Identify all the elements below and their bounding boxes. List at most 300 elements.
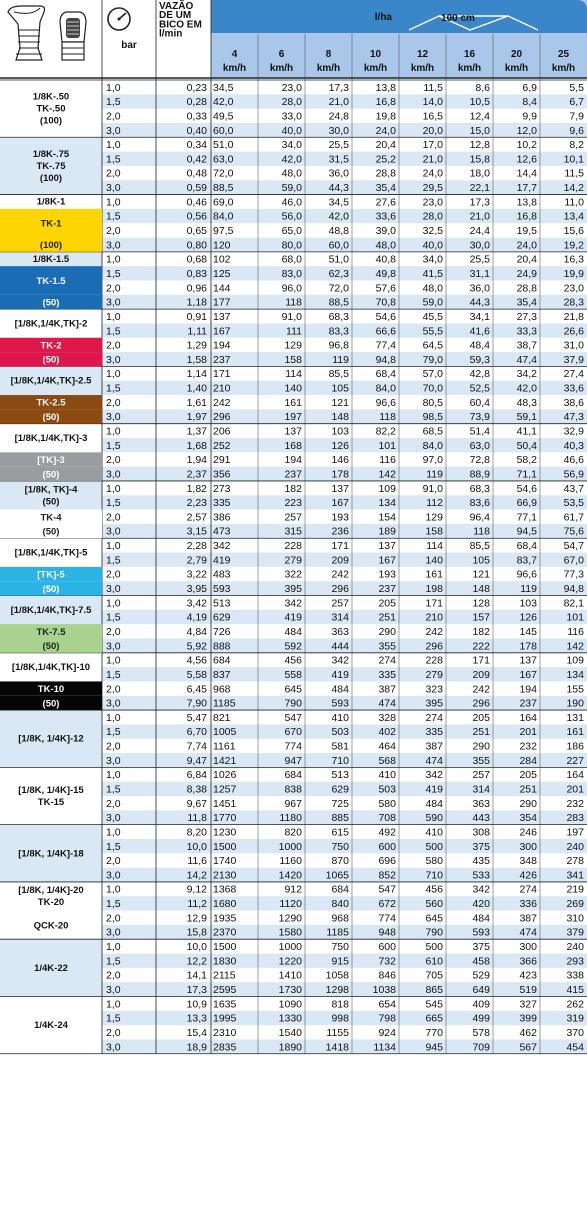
- application-rate-value: 547: [284, 711, 302, 724]
- application-rate-value: 296: [213, 411, 231, 424]
- nozzle-model-label: (50): [42, 641, 60, 653]
- application-rate-value: 77,1: [516, 511, 537, 524]
- application-rate-value: 415: [566, 983, 584, 996]
- pressure-value: 1,5: [106, 898, 121, 911]
- pressure-value: 1,5: [106, 611, 121, 624]
- application-rate-value: 137: [331, 482, 349, 495]
- application-rate-value: 109: [566, 654, 584, 667]
- application-rate-value: 8,6: [475, 81, 490, 94]
- application-rate-value: 279: [425, 668, 443, 681]
- application-rate-value: 257: [284, 511, 302, 524]
- application-rate-value: 600: [378, 840, 396, 853]
- application-rate-value: 97,5: [213, 225, 234, 238]
- pressure-value: 1,5: [106, 726, 121, 739]
- application-rate-value: 283: [566, 812, 584, 825]
- application-rate-value: 290: [472, 740, 490, 753]
- application-rate-value: 47,3: [563, 411, 584, 424]
- application-rate-value: 474: [378, 697, 396, 710]
- nozzle-model-label: (100): [39, 115, 63, 127]
- application-rate-value: 116: [567, 625, 584, 638]
- application-rate-value: 16,8: [516, 210, 537, 223]
- application-rate-value: 649: [472, 983, 490, 996]
- application-rate-value: 51,0: [213, 139, 234, 152]
- speed-value: 16: [463, 49, 476, 60]
- application-rate-value: 342: [284, 597, 302, 610]
- application-rate-value: 1134: [373, 1041, 396, 1054]
- application-rate-value: 419: [425, 783, 443, 796]
- application-rate-value: 395: [425, 697, 443, 710]
- application-rate-value: 696: [378, 855, 396, 868]
- nozzle-model-label: [1/8K, 1/4K]-12: [18, 733, 84, 745]
- application-rate-value: 70,0: [422, 382, 443, 395]
- application-rate-value: 1038: [372, 983, 396, 996]
- pressure-value: 2,0: [106, 282, 121, 295]
- application-rate-value: 237: [213, 353, 231, 366]
- application-rate-value: 52,5: [469, 382, 490, 395]
- pressure-value: 1,5: [106, 554, 121, 567]
- application-rate-value: 167: [519, 668, 537, 681]
- nozzle-model-label: TK-20: [37, 897, 65, 909]
- application-rate-value: 68,3: [469, 482, 490, 495]
- application-rate-value: 36,0: [328, 167, 349, 180]
- application-rate-value: 119: [332, 353, 349, 366]
- pressure-value: 2,0: [106, 225, 121, 238]
- application-rate-value: 164: [519, 711, 537, 724]
- application-rate-value: 27,3: [516, 310, 537, 323]
- application-rate-value: 158: [425, 525, 443, 538]
- nozzle-model-label: [1/8K,1/4K,TK]-2: [14, 318, 88, 330]
- application-rate-value: 121: [331, 396, 349, 409]
- application-rate-value: 182: [472, 625, 490, 638]
- application-rate-value: 237: [378, 583, 396, 596]
- flow-value: 5,47: [186, 711, 207, 724]
- pressure-value: 1,5: [106, 1012, 121, 1025]
- nozzle-model-label: (50): [42, 297, 60, 309]
- application-rate-value: 129: [284, 339, 302, 352]
- application-rate-value: 366: [519, 955, 537, 968]
- application-rate-value: 308: [472, 826, 490, 839]
- application-rate-value: 27,6: [375, 196, 396, 209]
- application-rate-value: 820: [284, 826, 302, 839]
- pressure-value: 2,0: [106, 339, 121, 352]
- application-rate-value: 40,8: [375, 253, 396, 266]
- application-rate-value: 48,0: [281, 167, 302, 180]
- application-rate-value: 21,8: [563, 310, 584, 323]
- application-rate-value: 410: [378, 769, 396, 782]
- application-rate-value: 82,2: [375, 425, 396, 438]
- application-rate-value: 24,0: [375, 124, 396, 137]
- application-rate-value: 178: [519, 640, 537, 653]
- application-rate-value: 31,0: [563, 339, 584, 352]
- flow-value: 1,94: [186, 454, 207, 467]
- application-rate-value: 9,9: [522, 110, 537, 123]
- application-rate-value: 322: [284, 568, 302, 581]
- pressure-value: 1,5: [106, 439, 121, 452]
- application-rate-value: 34,0: [281, 139, 302, 152]
- application-rate-value: 12,6: [516, 153, 537, 166]
- flow-value: 1,58: [186, 353, 207, 366]
- application-rate-value: 194: [519, 683, 537, 696]
- application-rate-value: 26,6: [563, 325, 584, 338]
- pressure-value: 3,0: [106, 411, 121, 424]
- application-rate-value: 6,9: [522, 81, 537, 94]
- application-rate-value: 83,3: [328, 325, 349, 338]
- application-rate-value: 114: [285, 368, 302, 381]
- application-rate-value: 645: [425, 912, 443, 925]
- application-rate-value: 125: [213, 267, 231, 280]
- application-rate-value: 205: [519, 769, 537, 782]
- application-rate-value: 171: [472, 654, 490, 667]
- pressure-value: 3,0: [106, 640, 121, 653]
- flow-value: 15,4: [186, 1026, 207, 1039]
- application-rate-value: 42,8: [469, 368, 490, 381]
- pressure-value: 2,0: [106, 912, 121, 925]
- application-rate-value: 42,0: [328, 210, 349, 223]
- application-rate-value: 54,7: [563, 540, 584, 553]
- application-rate-value: 105: [331, 382, 349, 395]
- application-rate-value: 48,0: [375, 239, 396, 252]
- nozzle-tip-icon: [8, 6, 45, 60]
- flow-value: 17,3: [186, 983, 207, 996]
- application-rate-value: 1065: [325, 869, 349, 882]
- application-rate-value: 435: [472, 855, 490, 868]
- application-rate-value: 17,3: [328, 81, 349, 94]
- application-rate-value: 19,2: [563, 239, 584, 252]
- pressure-value: 3,0: [106, 983, 121, 996]
- application-rate-value: 1890: [278, 1041, 302, 1054]
- application-rate-value: 14,4: [516, 167, 537, 180]
- application-rate-value: 1000: [278, 941, 302, 954]
- application-rate-value: 48,3: [516, 396, 537, 409]
- application-rate-value: 79,0: [422, 353, 443, 366]
- application-rate-value: 672: [378, 898, 396, 911]
- application-rate-value: 53,5: [563, 497, 584, 510]
- flow-value: 10,0: [186, 941, 207, 954]
- application-rate-value: 48,0: [422, 282, 443, 295]
- flow-value: 3,95: [186, 583, 207, 596]
- application-rate-value: 121: [472, 568, 490, 581]
- application-rate-value: 251: [472, 726, 490, 739]
- application-rate-value: 23,0: [422, 196, 443, 209]
- application-rate-value: 63,0: [213, 153, 234, 166]
- application-rate-value: 25,5: [328, 139, 349, 152]
- application-rate-value: 2130: [213, 869, 237, 882]
- nozzle-model-label: TK-15: [37, 797, 65, 808]
- application-rate-value: 578: [472, 1026, 490, 1039]
- application-rate-value: 194: [284, 454, 302, 467]
- application-rate-value: 68,0: [281, 253, 302, 266]
- application-rate-value: 1230: [213, 826, 237, 839]
- application-rate-value: 274: [378, 654, 396, 667]
- application-rate-value: 28,3: [563, 296, 584, 309]
- application-rate-value: 68,4: [375, 368, 396, 381]
- pressure-value: 1,5: [106, 325, 121, 338]
- application-rate-value: 161: [566, 726, 584, 739]
- application-rate-value: 580: [425, 855, 443, 868]
- application-rate-value: 45,5: [422, 310, 443, 323]
- application-rate-value: 94,5: [516, 525, 537, 538]
- pressure-value: 3,0: [106, 869, 121, 882]
- nozzle-model-label: (50): [42, 354, 60, 366]
- flow-value: 0,68: [186, 253, 207, 266]
- application-rate-value: 419: [213, 554, 231, 567]
- application-rate-value: 386: [213, 511, 231, 524]
- application-rate-value: 167: [331, 497, 349, 510]
- application-rate-value: 126: [331, 439, 349, 452]
- application-rate-value: 852: [378, 869, 396, 882]
- application-rate-value: 142: [566, 640, 584, 653]
- application-rate-value: 375: [472, 840, 490, 853]
- application-rate-value: 1420: [278, 869, 302, 882]
- application-rate-value: 1180: [279, 812, 302, 825]
- application-rate-value: 341: [566, 869, 584, 882]
- application-rate-value: 55,5: [422, 325, 443, 338]
- pressure-value: 1,0: [106, 253, 121, 266]
- nozzle-model-label: TK-1.5: [36, 275, 66, 287]
- application-rate-value: 338: [566, 969, 584, 982]
- application-rate-value: 11,5: [423, 81, 443, 94]
- application-rate-value: 94,8: [563, 583, 584, 596]
- application-rate-value: 103: [519, 597, 537, 610]
- application-rate-value: 161: [284, 396, 302, 409]
- application-rate-value: 33,3: [516, 325, 537, 338]
- application-rate-value: 1418: [325, 1041, 349, 1054]
- application-rate-value: 252: [213, 439, 231, 452]
- pressure-value: 1,0: [106, 482, 121, 495]
- application-rate-value: 547: [378, 883, 396, 896]
- area-header-bg: [211, 0, 587, 33]
- application-rate-value: 335: [213, 497, 231, 510]
- nozzle-model-label: TK-1: [40, 218, 62, 230]
- nozzle-model-label: TK-.50: [36, 103, 66, 115]
- application-rate-value: 402: [378, 726, 396, 739]
- flow-value: 7,74: [186, 740, 207, 753]
- application-rate-value: 296: [331, 583, 349, 596]
- application-rate-value: 593: [472, 926, 490, 939]
- application-rate-value: 28,8: [375, 167, 396, 180]
- application-rate-value: 35,4: [516, 296, 537, 309]
- application-rate-value: 8,4: [522, 96, 537, 109]
- flow-value: 7,90: [186, 697, 207, 710]
- flow-value: 0,83: [186, 267, 207, 280]
- application-rate-value: 419: [284, 611, 302, 624]
- application-rate-value: 278: [566, 855, 584, 868]
- pressure-value: 1,5: [106, 96, 121, 109]
- pressure-value: 3,0: [106, 1041, 121, 1054]
- pressure-value: 1,5: [106, 783, 121, 796]
- application-rate-value: 2370: [213, 926, 237, 939]
- pressure-value: 3,0: [106, 468, 121, 481]
- application-rate-value: 8,2: [569, 139, 584, 152]
- pressure-value: 1,0: [106, 425, 121, 438]
- flow-value: 11,8: [187, 812, 207, 825]
- application-rate-value: 1290: [278, 912, 302, 925]
- application-rate-value: 2310: [213, 1026, 237, 1039]
- flow-value: 1,14: [186, 368, 207, 381]
- pressure-value: 1,0: [106, 81, 121, 94]
- application-rate-value: 145: [519, 625, 537, 638]
- application-rate-value: 161: [425, 568, 443, 581]
- nozzle-model-label: 1/8K-1: [36, 196, 66, 208]
- application-rate-value: 592: [284, 640, 302, 653]
- speed-value: 12: [416, 49, 429, 60]
- flow-value: 1,37: [186, 425, 207, 438]
- application-rate-value: 12,8: [469, 139, 490, 152]
- application-rate-value: 49,5: [213, 110, 234, 123]
- application-rate-value: 31,1: [469, 267, 490, 280]
- application-rate-value: 28,0: [422, 210, 443, 223]
- application-rate-value: 49,8: [375, 267, 396, 280]
- pressure-value: 2,0: [106, 568, 121, 581]
- nozzle-model-label: 1/4K-24: [34, 1020, 68, 1032]
- application-rate-value: 60,4: [469, 396, 490, 409]
- pressure-value: 1,0: [106, 540, 121, 553]
- application-rate-value: 912: [284, 883, 302, 896]
- application-rate-value: 387: [378, 683, 396, 696]
- nozzle-model-label: 1/4K-22: [34, 962, 68, 974]
- application-rate-value: 2115: [213, 969, 236, 982]
- flow-header-label: l/min: [159, 28, 183, 40]
- application-rate-value: 2835: [213, 1041, 237, 1054]
- application-rate-value: 567: [519, 1041, 537, 1054]
- speed-value: 4: [231, 49, 238, 60]
- speed-unit: km/h: [504, 63, 529, 74]
- application-rate-value: 80,5: [422, 396, 443, 409]
- application-rate-value: 50,4: [516, 439, 537, 452]
- pressure-value: 3,0: [106, 926, 121, 939]
- application-rate-value: 1500: [213, 840, 237, 853]
- pressure-value: 1,5: [106, 955, 121, 968]
- application-rate-value: 319: [566, 1012, 584, 1025]
- flow-value: 1,61: [186, 396, 207, 409]
- application-rate-value: 355: [378, 640, 396, 653]
- application-rate-value: 168: [284, 439, 302, 452]
- application-rate-value: 96,8: [328, 339, 349, 352]
- application-rate-value: 38,6: [563, 396, 584, 409]
- application-rate-value: 24,0: [516, 239, 537, 252]
- application-rate-value: 1185: [213, 697, 236, 710]
- application-rate-value: 41,5: [422, 267, 443, 280]
- application-rate-value: 513: [331, 769, 349, 782]
- application-rate-value: 19,8: [375, 110, 396, 123]
- application-rate-value: 77,3: [563, 568, 584, 581]
- application-rate-value: 363: [472, 797, 490, 810]
- application-rate-value: 665: [425, 1012, 443, 1025]
- application-rate-value: 590: [425, 812, 443, 825]
- pressure-value: 1,0: [106, 196, 121, 209]
- application-rate-value: 410: [331, 711, 349, 724]
- application-rate-value: 1730: [278, 983, 302, 996]
- nozzle-model-label: [1/8K,1/4K,TK]-10: [11, 662, 91, 674]
- pressure-value: 1,5: [106, 668, 121, 681]
- nozzle-model-label: TK-.75: [36, 160, 66, 172]
- flow-value: 0,40: [186, 124, 207, 137]
- application-rate-value: 24,9: [516, 267, 537, 280]
- application-rate-value: 533: [472, 869, 490, 882]
- application-rate-value: 20,0: [422, 124, 443, 137]
- application-rate-value: 232: [519, 740, 537, 753]
- pressure-value: 2,0: [106, 396, 121, 409]
- application-rate-value: 420: [472, 898, 490, 911]
- pressure-value: 1,0: [106, 139, 121, 152]
- application-rate-value: 500: [425, 840, 443, 853]
- application-rate-value: 242: [425, 625, 443, 638]
- application-rate-value: 363: [331, 625, 349, 638]
- application-rate-value: 1830: [213, 955, 237, 968]
- application-rate-value: 48,8: [328, 225, 349, 238]
- application-rate-value: 251: [378, 611, 396, 624]
- pressure-value: 1,5: [106, 267, 121, 280]
- application-rate-value: 1160: [279, 855, 302, 868]
- application-rate-value: 189: [378, 525, 396, 538]
- application-rate-value: 19,5: [516, 225, 537, 238]
- pressure-value: 1,0: [106, 941, 121, 954]
- application-rate-value: 314: [331, 611, 349, 624]
- application-rate-value: 790: [425, 926, 443, 939]
- pressure-value: 3,0: [106, 182, 121, 195]
- application-rate-value: 201: [566, 783, 584, 796]
- nozzle-model-label: QCK-20: [33, 920, 69, 932]
- application-rate-value: 69,0: [213, 196, 234, 209]
- flow-value: 0,28: [186, 96, 207, 109]
- application-rate-value: 846: [378, 969, 396, 982]
- pressure-unit-label: bar: [121, 40, 137, 51]
- application-rate-value: 131: [566, 711, 584, 724]
- flow-value: 11,2: [187, 898, 207, 911]
- application-rate-value: 484: [331, 683, 349, 696]
- application-rate-value: 84,0: [375, 382, 396, 395]
- pressure-value: 1,5: [106, 210, 121, 223]
- application-rate-value: 274: [519, 883, 537, 896]
- application-rate-value: 529: [472, 969, 490, 982]
- application-rate-value: 443: [472, 812, 490, 825]
- application-rate-value: 1026: [213, 769, 237, 782]
- application-rate-value: 193: [331, 511, 349, 524]
- application-rate-value: 186: [566, 740, 584, 753]
- application-rate-value: 9,6: [569, 124, 584, 137]
- nozzle-model-label: [1/8K,1/4K,TK]-5: [14, 547, 88, 559]
- application-rate-value: 1770: [213, 812, 237, 825]
- flow-value: 5,58: [186, 668, 207, 681]
- application-rate-value: 888: [213, 640, 231, 653]
- flow-value: 3,22: [186, 568, 207, 581]
- application-rate-value: 1058: [325, 969, 349, 982]
- application-rate-value: 310: [566, 912, 584, 925]
- pressure-value: 1,0: [106, 883, 121, 896]
- flow-value: 6,84: [186, 769, 207, 782]
- application-rate-value: 103: [331, 425, 349, 438]
- application-rate-value: 967: [284, 797, 302, 810]
- application-rate-value: 708: [378, 812, 396, 825]
- flow-value: 11,6: [187, 855, 207, 868]
- application-rate-value: 148: [472, 583, 490, 596]
- nozzle-model-label: TK-2.5: [36, 397, 66, 409]
- application-rate-value: 68,5: [422, 425, 443, 438]
- application-rate-value: 300: [519, 840, 537, 853]
- application-rate-value: 279: [284, 554, 302, 567]
- application-rate-value: 379: [566, 926, 584, 939]
- application-rate-value: 600: [378, 941, 396, 954]
- application-rate-value: 10,1: [563, 153, 584, 166]
- application-rate-value: 30,0: [328, 124, 349, 137]
- flow-value: 0,59: [186, 182, 207, 195]
- application-rate-value: 148: [331, 411, 349, 424]
- pressure-value: 2,0: [106, 110, 121, 123]
- flow-value: 15,8: [186, 926, 207, 939]
- application-rate-value: 83,7: [516, 554, 537, 567]
- application-rate-value: 581: [331, 740, 349, 753]
- application-rate-value: 492: [378, 826, 396, 839]
